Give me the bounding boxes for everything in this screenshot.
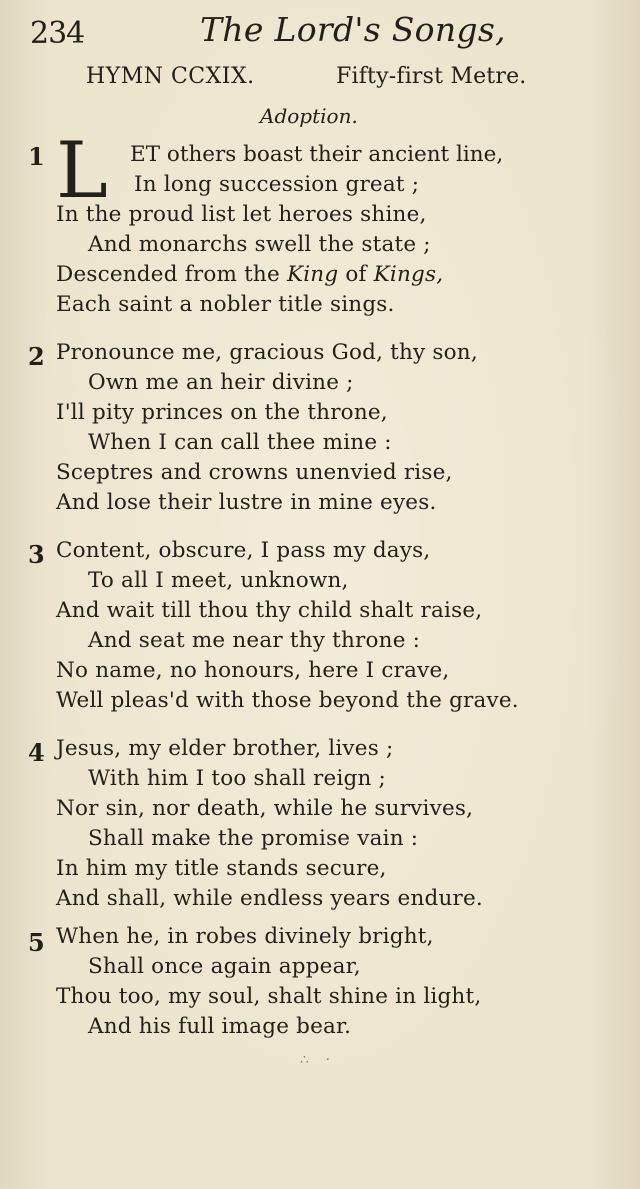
verse-line: Own me an heir divine ; xyxy=(88,370,354,395)
verse-line: And lose their lustre in mine eyes. xyxy=(56,490,437,515)
verse-line: And seat me near thy throne : xyxy=(88,628,421,653)
verse-line: In the proud list let heroes shine, xyxy=(56,202,427,227)
verse-line: Pronounce me, gracious God, thy son, xyxy=(56,340,478,365)
verse-text: of xyxy=(338,262,374,287)
verse-line: And wait till thou thy child shalt raise, xyxy=(56,598,483,623)
verse-line: To all I meet, unknown, xyxy=(88,568,349,593)
verse-line: Nor sin, nor death, while he survives, xyxy=(56,796,474,821)
verse-line: Shall make the promise vain : xyxy=(88,826,419,851)
verse-line: ET others boast their ancient line, xyxy=(130,142,504,167)
verse-line: I'll pity princes on the throne, xyxy=(56,400,388,425)
verse-line: Well pleas'd with those beyond the grave. xyxy=(56,688,519,713)
hymn-subject: Adoption. xyxy=(260,104,358,128)
stanza-number: 2 xyxy=(28,342,45,371)
verse-italic: Kings, xyxy=(373,262,444,287)
hymn-meter: Fifty-first Metre. xyxy=(336,64,527,89)
verse-italic: King xyxy=(286,262,339,287)
verse-line: And monarchs swell the state ; xyxy=(88,232,431,257)
drop-cap: L xyxy=(56,126,108,216)
hymn-title: HYMN CCXIX. xyxy=(86,64,255,89)
verse-line: When I can call thee mine : xyxy=(88,430,392,455)
stanza-number: 4 xyxy=(28,738,45,767)
verse-line: No name, no honours, here I crave, xyxy=(56,658,450,683)
verse-line xyxy=(56,262,443,287)
verse-line: With him I too shall reign ; xyxy=(88,766,387,791)
verse-text: Descended from the xyxy=(56,262,287,287)
stanza-number: 5 xyxy=(28,928,45,957)
verse-line: In long succession great ; xyxy=(134,172,420,197)
ornament-icon: ∴ ⋅ xyxy=(300,1052,337,1068)
stanza-number: 1 xyxy=(28,142,45,171)
verse-line: And shall, while endless years endure. xyxy=(56,886,483,911)
verse-line: And his full image bear. xyxy=(88,1014,352,1039)
running-head: The Lord's Songs, xyxy=(200,10,506,49)
verse-line: Each saint a nobler title sings. xyxy=(56,292,395,317)
verse-line: When he, in robes divinely bright, xyxy=(56,924,434,949)
verse-line: In him my title stands secure, xyxy=(56,856,387,881)
stanza-number: 3 xyxy=(28,540,45,569)
verse-line: Content, obscure, I pass my days, xyxy=(56,538,431,563)
verse-line: Sceptres and crowns unenvied rise, xyxy=(56,460,453,485)
verse-line: Shall once again appear, xyxy=(88,954,361,979)
page-number: 234 xyxy=(30,16,85,51)
verse-line: Thou too, my soul, shalt shine in light, xyxy=(56,984,482,1009)
verse-line: Jesus, my elder brother, lives ; xyxy=(56,736,394,761)
